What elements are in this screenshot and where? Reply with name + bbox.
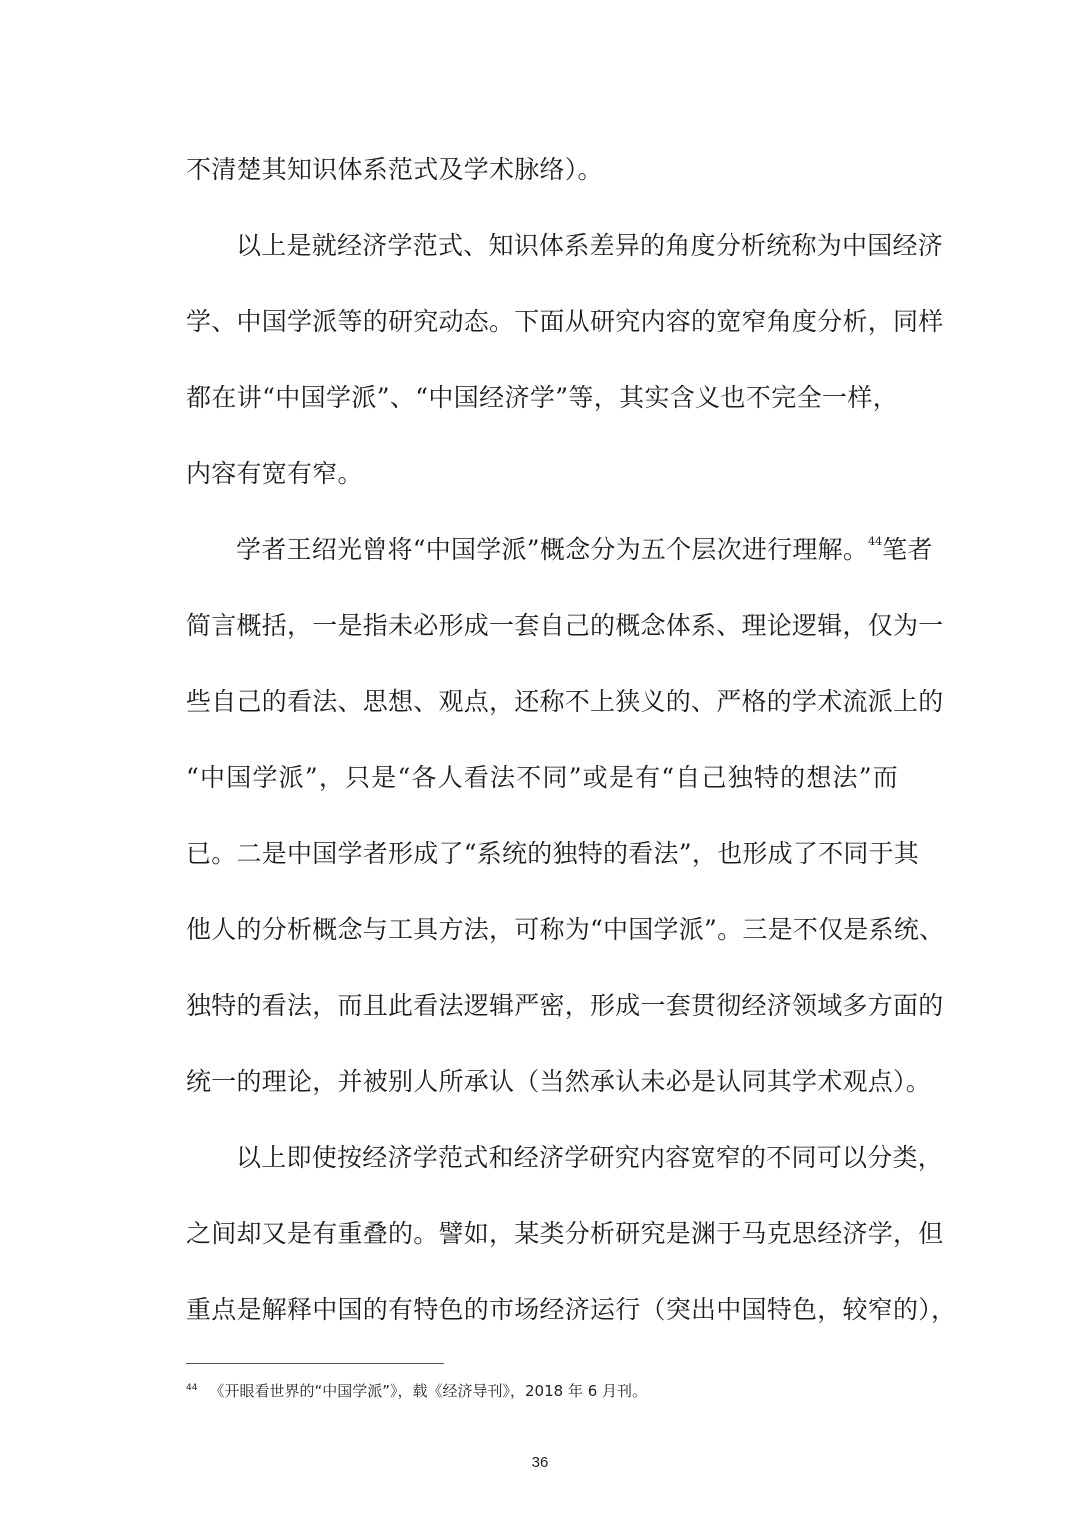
text-line: 些自己的看法、思想、观点，还称不上狭义的、严格的学术流派上的 xyxy=(186,687,944,716)
text-line: 已。二是中国学者形成了“系统的独特的看法”，也形成了不同于其 xyxy=(186,839,920,868)
text-line: 内容有宽有窄。 xyxy=(186,459,363,488)
text-line: 以上是就经济学范式、知识体系差异的角度分析统称为中国经济 xyxy=(236,231,944,260)
text-line-with-footnote-ref xyxy=(236,530,933,570)
text-line: “中国学派”，只是“各人看法不同”或是有“自己独特的想法”而 xyxy=(186,763,898,792)
text-line: 都在讲“中国学派”、“中国经济学”等，其实含义也不完全一样， xyxy=(186,383,898,412)
text-segment: 笔者 xyxy=(882,535,933,564)
footnote-marker: 44 xyxy=(186,1383,198,1393)
text-line: 重点是解释中国的有特色的市场经济运行（突出中国特色，较窄的）， xyxy=(186,1295,957,1324)
text-line: 不清楚其知识体系范式及学术脉络）。 xyxy=(186,155,603,184)
text-line: 简言概括，一是指未必形成一套自己的概念体系、理论逻辑，仅为一 xyxy=(186,611,944,640)
text-line: 之间却又是有重叠的。譬如，某类分析研究是渊于马克思经济学，但 xyxy=(186,1219,944,1248)
text-line: 独特的看法，而且此看法逻辑严密，形成一套贯彻经济领域多方面的 xyxy=(186,991,944,1020)
text-line: 他人的分析概念与工具方法，可称为“中国学派”。三是不仅是系统、 xyxy=(186,915,945,944)
footnote-reference[interactable]: 44 xyxy=(868,535,883,548)
text-segment: 学者王绍光曾将“中国学派”概念分为五个层次进行理解。 xyxy=(236,535,869,564)
page-number: 36 xyxy=(531,1454,549,1471)
text-line: 以上即使按经济学范式和经济学研究内容宽窄的不同可以分类， xyxy=(236,1143,944,1172)
footnote-text: 《开眼看世界的“中国学派”》，载《经济导刊》，2018 年 6 月刊。 xyxy=(209,1382,648,1400)
text-line: 统一的理论，并被别人所承认（当然承认未必是认同其学术观点）。 xyxy=(186,1067,932,1096)
footnote-divider xyxy=(186,1363,444,1364)
footnote xyxy=(186,1376,647,1400)
text-line: 学、中国学派等的研究动态。下面从研究内容的宽窄角度分析，同样 xyxy=(186,307,944,336)
